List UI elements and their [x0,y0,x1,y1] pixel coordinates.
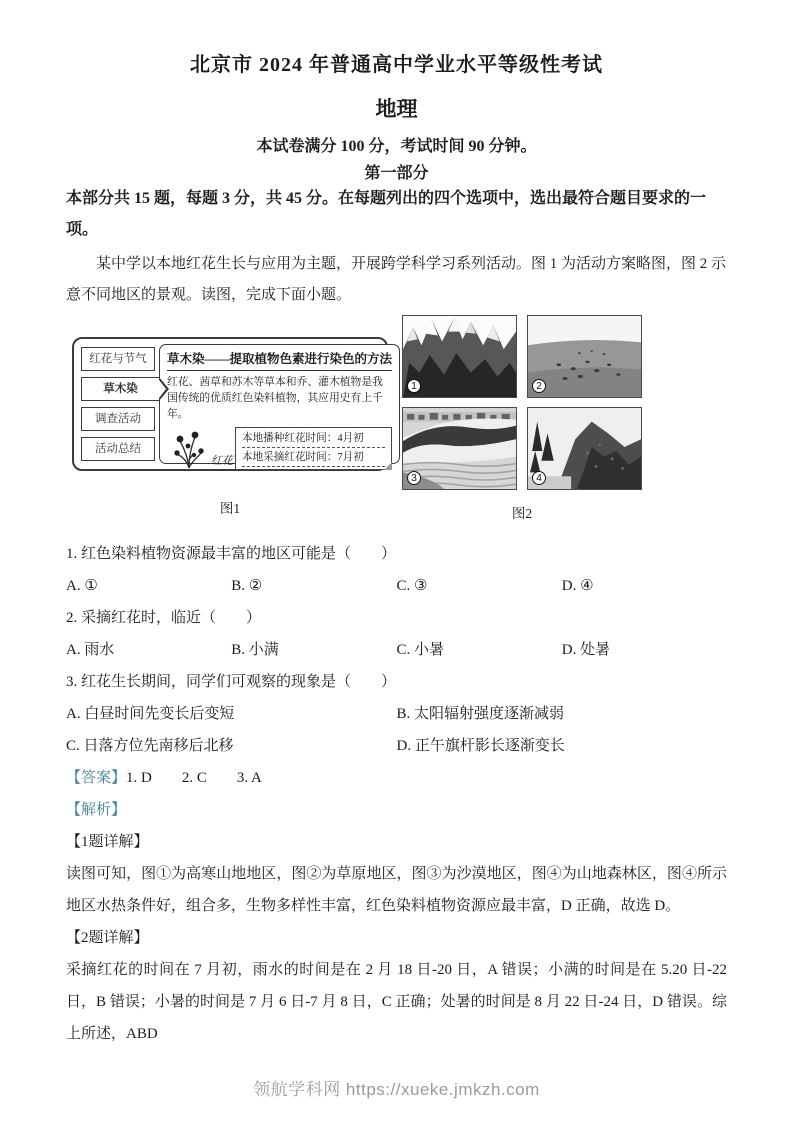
option-3d: D. 正午旗杆影长逐渐变长 [396,738,565,754]
figures-row [72,315,727,522]
fig1-panel-title: 草木染——提取植物色素进行染色的方法 [167,349,392,371]
answer-values: 1. D 2. C 3. A [126,770,262,786]
flower-label: 红花 [211,454,233,467]
figure1-activity-plan [72,337,393,517]
answer-label: 【答案】 [66,770,127,786]
option-1c: C. ③ [396,578,428,594]
figure2-landscapes [402,315,642,522]
fig1-panel-body: 红花、茜草和苏木等草本和乔、灌木植物是我国传统的优质红色染料植物，其应用史有上千年。 [167,376,383,421]
question-1-options [66,570,727,602]
safflower-illustration [167,424,233,470]
figure1-outer-box [72,337,393,471]
part-heading: 第一部分 [364,165,429,182]
photo-grid [402,315,642,490]
fig1-bottom-row [167,424,392,470]
photo-forest-mountain [527,407,642,490]
note-line-sowing: 本地播种红花时间：4月初 [242,429,385,448]
explanation-2-heading: 【2题详解】 [66,930,149,946]
option-3a: A. 白昼时间先变长后变短 [66,706,235,722]
photo-grassland [527,315,642,398]
watermark-footer: 领航学科网 https://xueke.jmkzh.com [253,1080,540,1099]
fig1-step-caomuran-active: 草木染 [81,377,159,401]
fig1-step-zongjie: 活动总结 [81,437,155,461]
flower-icon [171,424,207,468]
analysis-label: 【解析】 [66,802,127,818]
photo-number-badge: 1 [407,379,421,393]
note-line-picking: 本地采摘红花时间：7月初 [242,448,385,467]
analysis-line [66,794,727,826]
option-1a: A. ① [66,578,98,594]
question-2-options [66,634,727,666]
part-instructions: 本部分共 15 题，每题 3 分，共 45 分。在每题列出的四个选项中，选出最符合题目要求的一项。 [66,190,707,238]
note-box [235,427,392,470]
fig1-step-hongua-jieqi: 红花与节气 [81,347,155,371]
intro-paragraph: 某中学以本地红花生长与应用为主题，开展跨学科学习系列活动。图 1 为活动方案略图，图 2 示意不同地区的景观。读图，完成下面小题。 [66,256,727,303]
option-1b: B. ② [231,578,263,594]
fig1-step-diaocha: 调查活动 [81,407,155,431]
photo-number-badge: 3 [407,471,421,485]
option-2c: C. 小暑 [396,642,445,658]
photo-alpine-mountains [402,315,517,398]
figure1-main-panel [159,344,400,467]
exam-info: 本试卷满分 100 分，考试时间 90 分钟。 [256,138,537,155]
subject-title: 地理 [375,97,418,121]
questions-section [66,538,727,1050]
option-2a: A. 雨水 [66,642,115,658]
explanation-2-text: 采摘红花的时间在 7 月初，雨水的时间是在 2 月 18 日-20 日，A 错误；小满的时间是在 5.20 日-22 日，B 错误；小暑的时间是 7 月 6 日-7 月 8 日，C 正确；处暑的时间是 8 月 22 日-24 日，D 错误。综上所述，ABD [66,962,727,1042]
explanation-1-text: 读图可知，图①为高寒山地地区，图②为草原地区，图③为沙漠地区，图④为山地森林区，图④所示地区水热条件好，组合多，生物多样性丰富，红色染料植物资源应最丰富，D 正确，故选 D。 [66,866,727,914]
option-2b: B. 小满 [231,642,279,658]
question-1-text: 1. 红色染料植物资源最丰富的地区可能是（ ） [66,546,397,562]
answer-line [66,762,727,794]
exam-title: 北京市 2024 年普通高中学业水平等级性考试 [190,54,603,76]
question-3-text: 3. 红花生长期间，同学们可观察的现象是（ ） [66,674,397,690]
question-2-text: 2. 采摘红花时，临近（ ） [66,610,262,626]
option-3b: B. 太阳辐射强度逐渐减弱 [396,706,565,722]
option-1d: D. ④ [561,578,594,594]
photo-desert-dunes [402,407,517,490]
figure2-caption: 图2 [511,506,533,521]
figure1-sidebar [79,344,159,464]
option-3c: C. 日落方位先南移后北移 [66,738,234,754]
question-3-options [66,698,727,762]
explanation-1-heading: 【1题详解】 [66,834,149,850]
photo-number-badge: 4 [532,471,546,485]
figure1-caption: 图1 [219,501,241,516]
option-2d: D. 处暑 [561,642,611,658]
photo-number-badge: 2 [532,379,546,393]
